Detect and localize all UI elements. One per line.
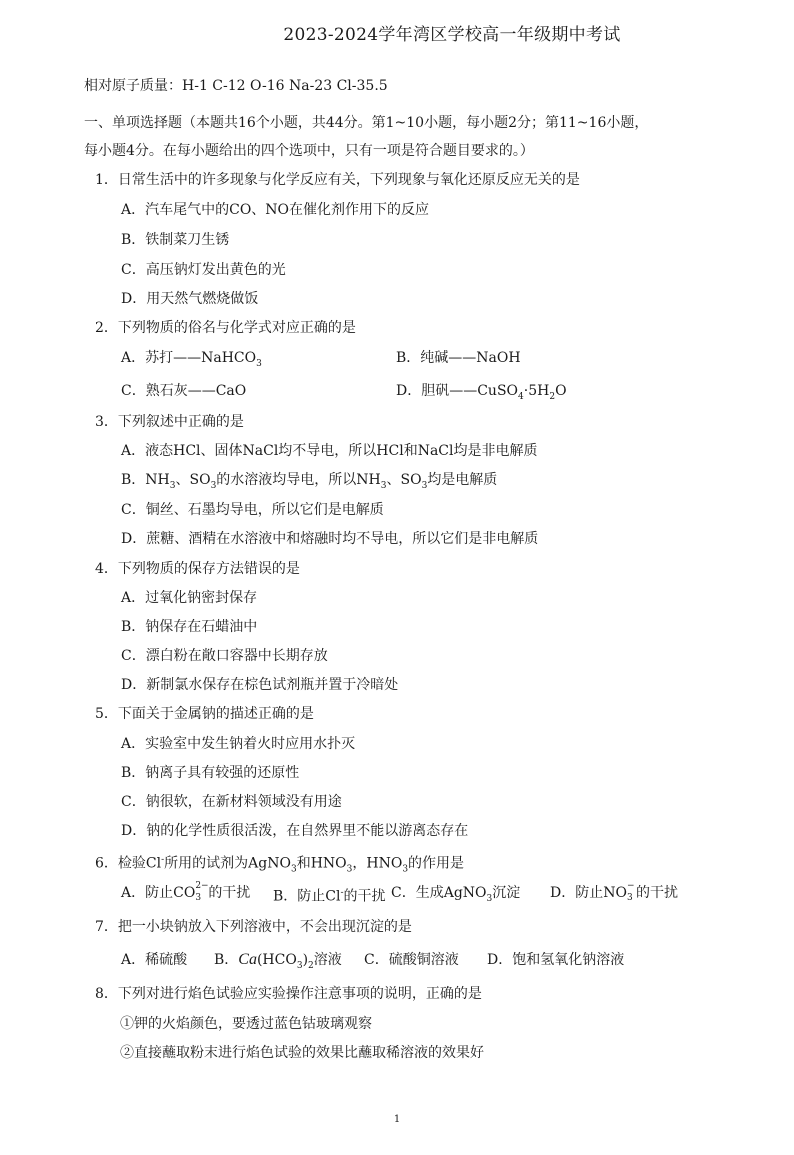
question-1-option-c: C．高压钠灯发出黄色的光 [121,262,286,278]
q6-a-1: A．防止CO [121,885,196,901]
question-3-option-a: A．液态HCl、固体NaCl均不导电，所以HCl和NaCl均是非电解质 [121,443,538,459]
question-2-option-d [396,381,567,407]
q6-d-2: 的干扰 [635,885,678,901]
q6-stem-s2: 3 [346,864,353,875]
q6-c-1: C．生成AgNO [391,885,487,901]
q6-a-charge [195,881,209,903]
q6-b-2: 的干扰 [343,888,386,905]
q6-stem-5: 的作用是 [408,855,465,872]
question-6-option-a [121,883,250,903]
question-5-option-d: D．钠的化学性质很活泼，在自然界里不能以游离态存在 [121,823,469,839]
q6-stem-2: 所用的试剂为AgNO [164,855,291,872]
question-4-option-b: B．钠保存在石蜡油中 [121,619,258,635]
q7-b-1: B． [214,952,239,968]
q2-a-sub: 3 [256,358,262,369]
question-4-option-c: C．漂白粉在敞口容器中长期存放 [121,648,328,664]
q3-b-s4: 3 [421,480,428,491]
q6-stem-s3: 3 [402,864,409,875]
q6-b-sup: - [340,888,344,898]
question-7-option-d: D．饱和氢氧化钠溶液 [487,952,625,968]
section-instructions-line2: 每小题4分。在每小题给出的四个选项中，只有一项是符合题目要求的。） [84,143,534,159]
question-4-stem: 4．下列物质的保存方法错误的是 [95,561,300,577]
question-2-option-a [121,348,262,374]
question-8-statement-2: ②直接蘸取粉末进行焰色试验的效果比蘸取稀溶液的效果好 [120,1045,484,1061]
q3-b-2: 、SO [175,472,211,488]
q3-b-s3: 3 [380,480,387,491]
q2-d-sub2: 2 [549,391,556,402]
question-2-option-b: B．纯碱——NaOH [396,350,521,366]
question-5-stem: 5．下面关于金属钠的描述正确的是 [95,706,314,722]
q6-d-sup: − [626,881,635,891]
section-instructions-line1: 一、单项选择题（本题共16个小题，共44分。第1~10小题，每小题2分；第11~16小题， [84,115,649,131]
question-3-stem: 3．下列叙述中正确的是 [95,414,244,430]
q7-b-f2: (HCO [256,952,297,968]
q2-d-text: D．胆矾——CuSO [396,383,519,399]
question-7-stem: 7．把一小块钠放入下列溶液中，不会出现沉淀的是 [95,919,412,935]
question-4-option-d: D．新制氯水保存在棕色试剂瓶并置于冷暗处 [121,677,399,693]
question-2-stem: 2．下列物质的俗名与化学式对应正确的是 [95,320,356,336]
q6-d-charge [626,881,636,903]
question-7-option-a: A．稀硫酸 [121,952,188,968]
question-6-option-d [550,883,678,903]
question-6-option-b [273,883,386,907]
q3-b-3: 的水溶液均导电，所以NH [216,472,381,488]
q6-b-1: B．防止Cl [273,888,341,905]
page-number: 1 [393,1114,401,1125]
question-1-option-b: B．铁制菜刀生锈 [121,232,230,248]
question-3-option-d: D．蔗糖、酒精在水溶液中和熔融时均不导电，所以它们是非电解质 [121,531,539,547]
q6-stem-1: 6．检验Cl [95,855,162,872]
q6-stem-4: ，HNO [352,855,403,872]
q3-b-s2: 3 [210,480,217,491]
question-7-option-c: C．硫酸铜溶液 [364,952,459,968]
q6-a-sup: 2− [195,881,209,891]
question-1-option-a: A．汽车尾气中的CO、NO在催化剂作用下的反应 [121,202,430,218]
question-6-stem [95,850,464,879]
question-6-option-c [391,883,520,909]
q2-d-mid: ·5H [523,383,550,399]
question-3-option-c: C．铜丝、石墨均导电，所以它们是电解质 [121,502,384,518]
question-1-option-d: D．用天然气燃烧做饭 [121,291,259,307]
question-5-option-a: A．实验室中发生钠着火时应用水扑灭 [121,736,356,752]
question-4-option-a: A．过氧化钠密封保存 [121,590,258,606]
q7-b-sub2: 2 [308,960,314,971]
q6-stem-3: 和HNO [296,855,347,872]
q6-d-sub: 3 [626,893,633,903]
q3-b-1: B．NH [121,472,170,488]
q7-b-sub1: 3 [296,960,303,971]
q2-d-sub1: 4 [518,391,524,402]
q2-d-end: O [555,383,567,399]
question-5-option-c: C．钠很软，在新材料领域没有用途 [121,794,342,810]
question-8-stem: 8．下列对进行焰色试验应实验操作注意事项的说明，正确的是 [95,986,482,1002]
q3-b-4: 、SO [386,472,422,488]
q6-a-sub: 3 [195,893,202,903]
q3-b-5: 均是电解质 [427,472,498,488]
q7-b-f1: Ca [238,951,257,968]
q2-a-text: A．苏打——NaHCO [121,350,257,366]
q6-c-2: 沉淀 [492,885,521,901]
question-2-option-c: C．熟石灰——CaO [121,383,247,399]
atomic-masses: 相对原子质量：H-1 C-12 O-16 Na-23 Cl-35.5 [84,78,388,94]
q6-stem-sup: - [161,855,165,865]
q7-b-f3: ) [302,952,309,968]
question-7-option-b [214,950,342,976]
q3-b-s1: 3 [169,480,176,491]
question-1-stem: 1．日常生活中的许多现象与化学反应有关，下列现象与氧化还原反应无关的是 [95,172,580,188]
question-5-option-b: B．钠离子具有较强的还原性 [121,765,300,781]
exam-title: 2023-2024学年湾区学校高一年级期中考试 [283,25,621,45]
question-3-option-b [121,470,497,496]
q7-b-2: 溶液 [313,952,342,968]
q6-a-2: 的干扰 [208,885,251,901]
question-8-statement-1: ①钾的火焰颜色，要透过蓝色钴玻璃观察 [120,1016,372,1032]
q6-stem-s1: 3 [290,864,297,875]
q6-c-sub: 3 [486,893,493,904]
q6-d-1: D．防止NO [550,885,627,901]
